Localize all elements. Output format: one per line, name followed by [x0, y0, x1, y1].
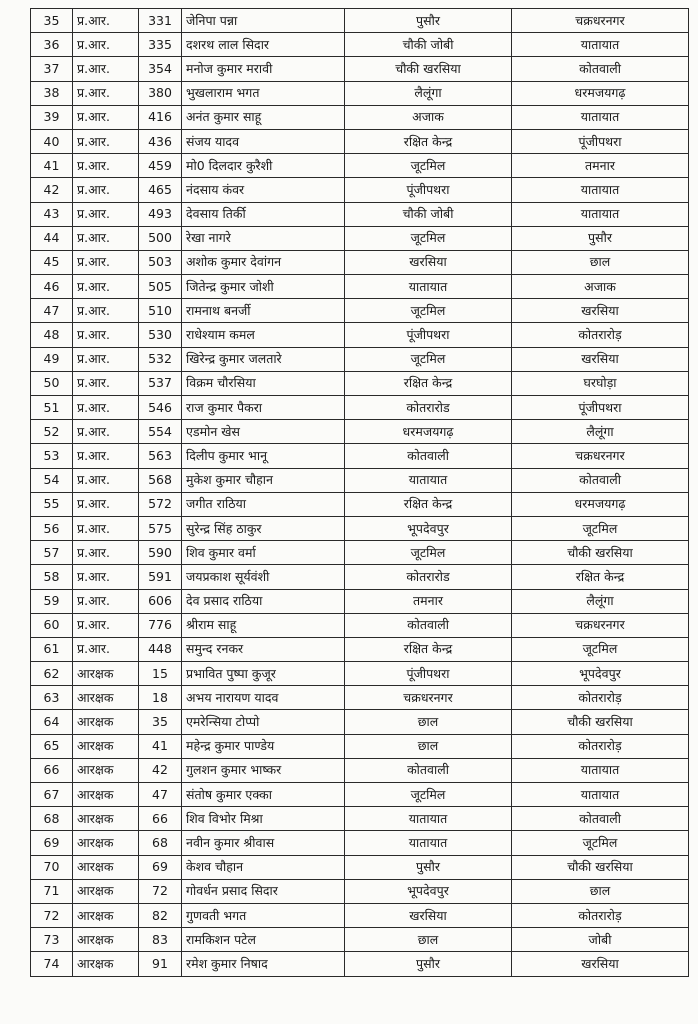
- serial-number-cell: 71: [31, 879, 73, 903]
- badge-number-cell: 493: [139, 202, 182, 226]
- rank-cell: प्र.आर.: [73, 444, 139, 468]
- current-posting-cell: भूपदेवपुर: [345, 879, 512, 903]
- rank-cell: प्र.आर.: [73, 178, 139, 202]
- badge-number-cell: 563: [139, 444, 182, 468]
- badge-number-cell: 416: [139, 105, 182, 129]
- current-posting-cell: रक्षित केन्द्र: [345, 371, 512, 395]
- serial-number-cell: 56: [31, 516, 73, 540]
- table-row: [31, 831, 689, 855]
- rank-cell: प्र.आर.: [73, 589, 139, 613]
- new-posting-cell: अजाक: [512, 275, 689, 299]
- serial-number-cell: 37: [31, 57, 73, 81]
- table-row: [31, 347, 689, 371]
- new-posting-cell: पूंजीपथरा: [512, 396, 689, 420]
- new-posting-cell: खरसिया: [512, 299, 689, 323]
- badge-number-cell: 503: [139, 250, 182, 274]
- badge-number-cell: 554: [139, 420, 182, 444]
- table-row: [31, 492, 689, 516]
- table-row: [31, 468, 689, 492]
- table-row: [31, 541, 689, 565]
- rank-cell: प्र.आर.: [73, 9, 139, 33]
- rank-cell: प्र.आर.: [73, 516, 139, 540]
- current-posting-cell: धरमजयगढ़: [345, 420, 512, 444]
- new-posting-cell: रक्षित केन्द्र: [512, 565, 689, 589]
- employee-name-cell: मनोज कुमार मरावी: [182, 57, 345, 81]
- new-posting-cell: चौकी खरसिया: [512, 855, 689, 879]
- employee-name-cell: भुखलाराम भगत: [182, 81, 345, 105]
- table-row: [31, 202, 689, 226]
- employee-name-cell: सुरेन्द्र सिंह ठाकुर: [182, 516, 345, 540]
- rank-cell: आरक्षक: [73, 758, 139, 782]
- badge-number-cell: 335: [139, 33, 182, 57]
- employee-name-cell: अनंत कुमार साहू: [182, 105, 345, 129]
- new-posting-cell: जूटमिल: [512, 516, 689, 540]
- rank-cell: प्र.आर.: [73, 371, 139, 395]
- table-row: [31, 589, 689, 613]
- serial-number-cell: 72: [31, 903, 73, 927]
- rank-cell: प्र.आर.: [73, 299, 139, 323]
- table-row: [31, 275, 689, 299]
- rank-cell: आरक्षक: [73, 710, 139, 734]
- employee-name-cell: गुणवती भगत: [182, 903, 345, 927]
- table-row: [31, 613, 689, 637]
- rank-cell: प्र.आर.: [73, 250, 139, 274]
- serial-number-cell: 51: [31, 396, 73, 420]
- badge-number-cell: 82: [139, 903, 182, 927]
- badge-number-cell: 465: [139, 178, 182, 202]
- serial-number-cell: 50: [31, 371, 73, 395]
- badge-number-cell: 532: [139, 347, 182, 371]
- table-row: [31, 129, 689, 153]
- badge-number-cell: 91: [139, 952, 182, 976]
- employee-name-cell: देव प्रसाद राठिया: [182, 589, 345, 613]
- badge-number-cell: 530: [139, 323, 182, 347]
- serial-number-cell: 55: [31, 492, 73, 516]
- rank-cell: आरक्षक: [73, 879, 139, 903]
- current-posting-cell: यातायात: [345, 831, 512, 855]
- table-row: [31, 33, 689, 57]
- rank-cell: आरक्षक: [73, 855, 139, 879]
- serial-number-cell: 38: [31, 81, 73, 105]
- new-posting-cell: कोतरारोड़: [512, 323, 689, 347]
- employee-name-cell: दिलीप कुमार भानू: [182, 444, 345, 468]
- table-row: [31, 444, 689, 468]
- rank-cell: आरक्षक: [73, 783, 139, 807]
- badge-number-cell: 18: [139, 686, 182, 710]
- employee-name-cell: रामकिशन पटेल: [182, 928, 345, 952]
- current-posting-cell: कोतवाली: [345, 758, 512, 782]
- rank-cell: आरक्षक: [73, 903, 139, 927]
- employee-name-cell: केशव चौहान: [182, 855, 345, 879]
- rank-cell: प्र.आर.: [73, 129, 139, 153]
- current-posting-cell: रक्षित केन्द्र: [345, 492, 512, 516]
- employee-name-cell: रेखा नागरे: [182, 226, 345, 250]
- table-row: [31, 903, 689, 927]
- table-row: [31, 686, 689, 710]
- serial-number-cell: 62: [31, 662, 73, 686]
- badge-number-cell: 510: [139, 299, 182, 323]
- rank-cell: आरक्षक: [73, 686, 139, 710]
- badge-number-cell: 436: [139, 129, 182, 153]
- new-posting-cell: चौकी खरसिया: [512, 710, 689, 734]
- new-posting-cell: छाल: [512, 879, 689, 903]
- new-posting-cell: यातायात: [512, 105, 689, 129]
- new-posting-cell: चक्रधरनगर: [512, 9, 689, 33]
- employee-name-cell: जयप्रकाश सूर्यवंशी: [182, 565, 345, 589]
- table-row: [31, 226, 689, 250]
- serial-number-cell: 42: [31, 178, 73, 202]
- new-posting-cell: यातायात: [512, 33, 689, 57]
- new-posting-cell: कोतरारोड़: [512, 903, 689, 927]
- serial-number-cell: 44: [31, 226, 73, 250]
- rank-cell: प्र.आर.: [73, 275, 139, 299]
- current-posting-cell: पूंजीपथरा: [345, 323, 512, 347]
- table-row: [31, 952, 689, 976]
- new-posting-cell: कोतवाली: [512, 57, 689, 81]
- badge-number-cell: 68: [139, 831, 182, 855]
- rank-cell: आरक्षक: [73, 831, 139, 855]
- table-row: [31, 516, 689, 540]
- employee-name-cell: प्रभावित पुष्पा कुजूर: [182, 662, 345, 686]
- new-posting-cell: छाल: [512, 250, 689, 274]
- rank-cell: प्र.आर.: [73, 226, 139, 250]
- serial-number-cell: 69: [31, 831, 73, 855]
- table-row: [31, 783, 689, 807]
- badge-number-cell: 546: [139, 396, 182, 420]
- employee-name-cell: राधेश्याम कमल: [182, 323, 345, 347]
- badge-number-cell: 572: [139, 492, 182, 516]
- badge-number-cell: 380: [139, 81, 182, 105]
- current-posting-cell: तमनार: [345, 589, 512, 613]
- current-posting-cell: जूटमिल: [345, 783, 512, 807]
- table-row: [31, 734, 689, 758]
- employee-name-cell: जगीत राठिया: [182, 492, 345, 516]
- employee-name-cell: समुन्द रनकर: [182, 637, 345, 661]
- employee-name-cell: दशरथ लाल सिदार: [182, 33, 345, 57]
- new-posting-cell: खरसिया: [512, 952, 689, 976]
- serial-number-cell: 49: [31, 347, 73, 371]
- new-posting-cell: कोतवाली: [512, 807, 689, 831]
- serial-number-cell: 67: [31, 783, 73, 807]
- employee-name-cell: नंदसाय कंवर: [182, 178, 345, 202]
- badge-number-cell: 47: [139, 783, 182, 807]
- current-posting-cell: पुसौर: [345, 952, 512, 976]
- employee-name-cell: राज कुमार पैकरा: [182, 396, 345, 420]
- current-posting-cell: यातायात: [345, 468, 512, 492]
- rank-cell: आरक्षक: [73, 734, 139, 758]
- current-posting-cell: चक्रधरनगर: [345, 686, 512, 710]
- current-posting-cell: छाल: [345, 710, 512, 734]
- new-posting-cell: पुसौर: [512, 226, 689, 250]
- serial-number-cell: 65: [31, 734, 73, 758]
- rank-cell: प्र.आर.: [73, 565, 139, 589]
- current-posting-cell: भूपदेवपुर: [345, 516, 512, 540]
- employee-name-cell: एडमोन खेस: [182, 420, 345, 444]
- current-posting-cell: कोतवाली: [345, 613, 512, 637]
- current-posting-cell: छाल: [345, 928, 512, 952]
- serial-number-cell: 66: [31, 758, 73, 782]
- table-row: [31, 662, 689, 686]
- serial-number-cell: 57: [31, 541, 73, 565]
- new-posting-cell: जूटमिल: [512, 637, 689, 661]
- table-row: [31, 855, 689, 879]
- employee-name-cell: एमरेन्सिया टोप्पो: [182, 710, 345, 734]
- badge-number-cell: 72: [139, 879, 182, 903]
- new-posting-cell: कोतवाली: [512, 468, 689, 492]
- new-posting-cell: चक्रधरनगर: [512, 613, 689, 637]
- current-posting-cell: पुसौर: [345, 9, 512, 33]
- badge-number-cell: 776: [139, 613, 182, 637]
- new-posting-cell: तमनार: [512, 154, 689, 178]
- badge-number-cell: 15: [139, 662, 182, 686]
- serial-number-cell: 47: [31, 299, 73, 323]
- rank-cell: प्र.आर.: [73, 105, 139, 129]
- new-posting-cell: यातायात: [512, 783, 689, 807]
- table-row: [31, 323, 689, 347]
- current-posting-cell: चौकी खरसिया: [345, 57, 512, 81]
- current-posting-cell: रक्षित केन्द्र: [345, 637, 512, 661]
- rank-cell: आरक्षक: [73, 952, 139, 976]
- rank-cell: आरक्षक: [73, 928, 139, 952]
- badge-number-cell: 354: [139, 57, 182, 81]
- current-posting-cell: लैलूंगा: [345, 81, 512, 105]
- new-posting-cell: भूपदेवपुर: [512, 662, 689, 686]
- table-row: [31, 396, 689, 420]
- table-row: [31, 299, 689, 323]
- badge-number-cell: 66: [139, 807, 182, 831]
- rank-cell: प्र.आर.: [73, 613, 139, 637]
- rank-cell: प्र.आर.: [73, 33, 139, 57]
- employee-name-cell: संजय यादव: [182, 129, 345, 153]
- table-row: [31, 250, 689, 274]
- current-posting-cell: पूंजीपथरा: [345, 178, 512, 202]
- current-posting-cell: पुसौर: [345, 855, 512, 879]
- table-row: [31, 420, 689, 444]
- new-posting-cell: लैलूंगा: [512, 420, 689, 444]
- employee-name-cell: अभय नारायण यादव: [182, 686, 345, 710]
- new-posting-cell: जोबी: [512, 928, 689, 952]
- serial-number-cell: 53: [31, 444, 73, 468]
- serial-number-cell: 58: [31, 565, 73, 589]
- serial-number-cell: 40: [31, 129, 73, 153]
- new-posting-cell: कोतरारोड़: [512, 734, 689, 758]
- table-row: [31, 178, 689, 202]
- current-posting-cell: कोतरारोड: [345, 565, 512, 589]
- employee-name-cell: गुलशन कुमार भाष्कर: [182, 758, 345, 782]
- employee-name-cell: रामनाथ बनर्जी: [182, 299, 345, 323]
- employee-name-cell: गोवर्धन प्रसाद सिदार: [182, 879, 345, 903]
- table-row: [31, 154, 689, 178]
- employee-name-cell: खिरेन्द्र कुमार जलतारे: [182, 347, 345, 371]
- table-row: [31, 928, 689, 952]
- table-row: [31, 758, 689, 782]
- table-row: [31, 565, 689, 589]
- badge-number-cell: 459: [139, 154, 182, 178]
- badge-number-cell: 568: [139, 468, 182, 492]
- employee-name-cell: रमेश कुमार निषाद: [182, 952, 345, 976]
- new-posting-cell: यातायात: [512, 758, 689, 782]
- badge-number-cell: 41: [139, 734, 182, 758]
- table-row: [31, 371, 689, 395]
- table-row: [31, 637, 689, 661]
- rank-cell: प्र.आर.: [73, 637, 139, 661]
- new-posting-cell: पूंजीपथरा: [512, 129, 689, 153]
- rank-cell: प्र.आर.: [73, 154, 139, 178]
- badge-number-cell: 448: [139, 637, 182, 661]
- new-posting-cell: यातायात: [512, 178, 689, 202]
- serial-number-cell: 74: [31, 952, 73, 976]
- rank-cell: प्र.आर.: [73, 57, 139, 81]
- serial-number-cell: 36: [31, 33, 73, 57]
- serial-number-cell: 45: [31, 250, 73, 274]
- serial-number-cell: 73: [31, 928, 73, 952]
- serial-number-cell: 39: [31, 105, 73, 129]
- employee-name-cell: संतोष कुमार एक्का: [182, 783, 345, 807]
- table-row: [31, 710, 689, 734]
- table-row: [31, 879, 689, 903]
- badge-number-cell: 83: [139, 928, 182, 952]
- rank-cell: आरक्षक: [73, 662, 139, 686]
- badge-number-cell: 590: [139, 541, 182, 565]
- employee-name-cell: मो0 दिलदार कुरैशी: [182, 154, 345, 178]
- current-posting-cell: जूटमिल: [345, 299, 512, 323]
- serial-number-cell: 59: [31, 589, 73, 613]
- table-row: [31, 9, 689, 33]
- current-posting-cell: खरसिया: [345, 903, 512, 927]
- badge-number-cell: 575: [139, 516, 182, 540]
- rank-cell: प्र.आर.: [73, 81, 139, 105]
- table-row: [31, 57, 689, 81]
- current-posting-cell: अजाक: [345, 105, 512, 129]
- employee-name-cell: जितेन्द्र कुमार जोशी: [182, 275, 345, 299]
- rank-cell: प्र.आर.: [73, 541, 139, 565]
- new-posting-cell: धरमजयगढ़: [512, 81, 689, 105]
- new-posting-cell: यातायात: [512, 202, 689, 226]
- serial-number-cell: 54: [31, 468, 73, 492]
- badge-number-cell: 69: [139, 855, 182, 879]
- new-posting-cell: लैलूंगा: [512, 589, 689, 613]
- rank-cell: प्र.आर.: [73, 347, 139, 371]
- table-row: [31, 807, 689, 831]
- new-posting-cell: कोतरारोड़: [512, 686, 689, 710]
- table-row: [31, 81, 689, 105]
- current-posting-cell: जूटमिल: [345, 541, 512, 565]
- employee-name-cell: महेन्द्र कुमार पाण्डेय: [182, 734, 345, 758]
- current-posting-cell: जूटमिल: [345, 226, 512, 250]
- rank-cell: प्र.आर.: [73, 420, 139, 444]
- new-posting-cell: चौकी खरसिया: [512, 541, 689, 565]
- transfer-table-body: [31, 9, 689, 977]
- badge-number-cell: 537: [139, 371, 182, 395]
- badge-number-cell: 35: [139, 710, 182, 734]
- badge-number-cell: 500: [139, 226, 182, 250]
- rank-cell: प्र.आर.: [73, 468, 139, 492]
- badge-number-cell: 42: [139, 758, 182, 782]
- employee-name-cell: जेनिपा पन्ना: [182, 9, 345, 33]
- employee-name-cell: देवसाय तिर्की: [182, 202, 345, 226]
- serial-number-cell: 64: [31, 710, 73, 734]
- serial-number-cell: 48: [31, 323, 73, 347]
- current-posting-cell: पूंजीपथरा: [345, 662, 512, 686]
- serial-number-cell: 70: [31, 855, 73, 879]
- rank-cell: प्र.आर.: [73, 323, 139, 347]
- badge-number-cell: 505: [139, 275, 182, 299]
- employee-name-cell: शिव विभोर मिश्रा: [182, 807, 345, 831]
- serial-number-cell: 52: [31, 420, 73, 444]
- serial-number-cell: 46: [31, 275, 73, 299]
- current-posting-cell: चौकी जोबी: [345, 33, 512, 57]
- current-posting-cell: यातायात: [345, 275, 512, 299]
- badge-number-cell: 606: [139, 589, 182, 613]
- serial-number-cell: 41: [31, 154, 73, 178]
- employee-name-cell: मुकेश कुमार चौहान: [182, 468, 345, 492]
- rank-cell: प्र.आर.: [73, 202, 139, 226]
- current-posting-cell: छाल: [345, 734, 512, 758]
- current-posting-cell: खरसिया: [345, 250, 512, 274]
- current-posting-cell: जूटमिल: [345, 347, 512, 371]
- serial-number-cell: 43: [31, 202, 73, 226]
- rank-cell: आरक्षक: [73, 807, 139, 831]
- transfer-table: [30, 8, 689, 977]
- current-posting-cell: कोतरारोड: [345, 396, 512, 420]
- serial-number-cell: 35: [31, 9, 73, 33]
- table-row: [31, 105, 689, 129]
- serial-number-cell: 61: [31, 637, 73, 661]
- new-posting-cell: चक्रधरनगर: [512, 444, 689, 468]
- rank-cell: प्र.आर.: [73, 396, 139, 420]
- badge-number-cell: 591: [139, 565, 182, 589]
- employee-name-cell: श्रीराम साहू: [182, 613, 345, 637]
- current-posting-cell: यातायात: [345, 807, 512, 831]
- badge-number-cell: 331: [139, 9, 182, 33]
- new-posting-cell: खरसिया: [512, 347, 689, 371]
- new-posting-cell: धरमजयगढ़: [512, 492, 689, 516]
- serial-number-cell: 60: [31, 613, 73, 637]
- employee-name-cell: विक्रम चौरसिया: [182, 371, 345, 395]
- employee-name-cell: अशोक कुमार देवांगन: [182, 250, 345, 274]
- employee-name-cell: शिव कुमार वर्मा: [182, 541, 345, 565]
- new-posting-cell: घरघोड़ा: [512, 371, 689, 395]
- new-posting-cell: जूटमिल: [512, 831, 689, 855]
- current-posting-cell: रक्षित केन्द्र: [345, 129, 512, 153]
- rank-cell: प्र.आर.: [73, 492, 139, 516]
- serial-number-cell: 68: [31, 807, 73, 831]
- current-posting-cell: चौकी जोबी: [345, 202, 512, 226]
- employee-name-cell: नवीन कुमार श्रीवास: [182, 831, 345, 855]
- serial-number-cell: 63: [31, 686, 73, 710]
- current-posting-cell: कोतवाली: [345, 444, 512, 468]
- current-posting-cell: जूटमिल: [345, 154, 512, 178]
